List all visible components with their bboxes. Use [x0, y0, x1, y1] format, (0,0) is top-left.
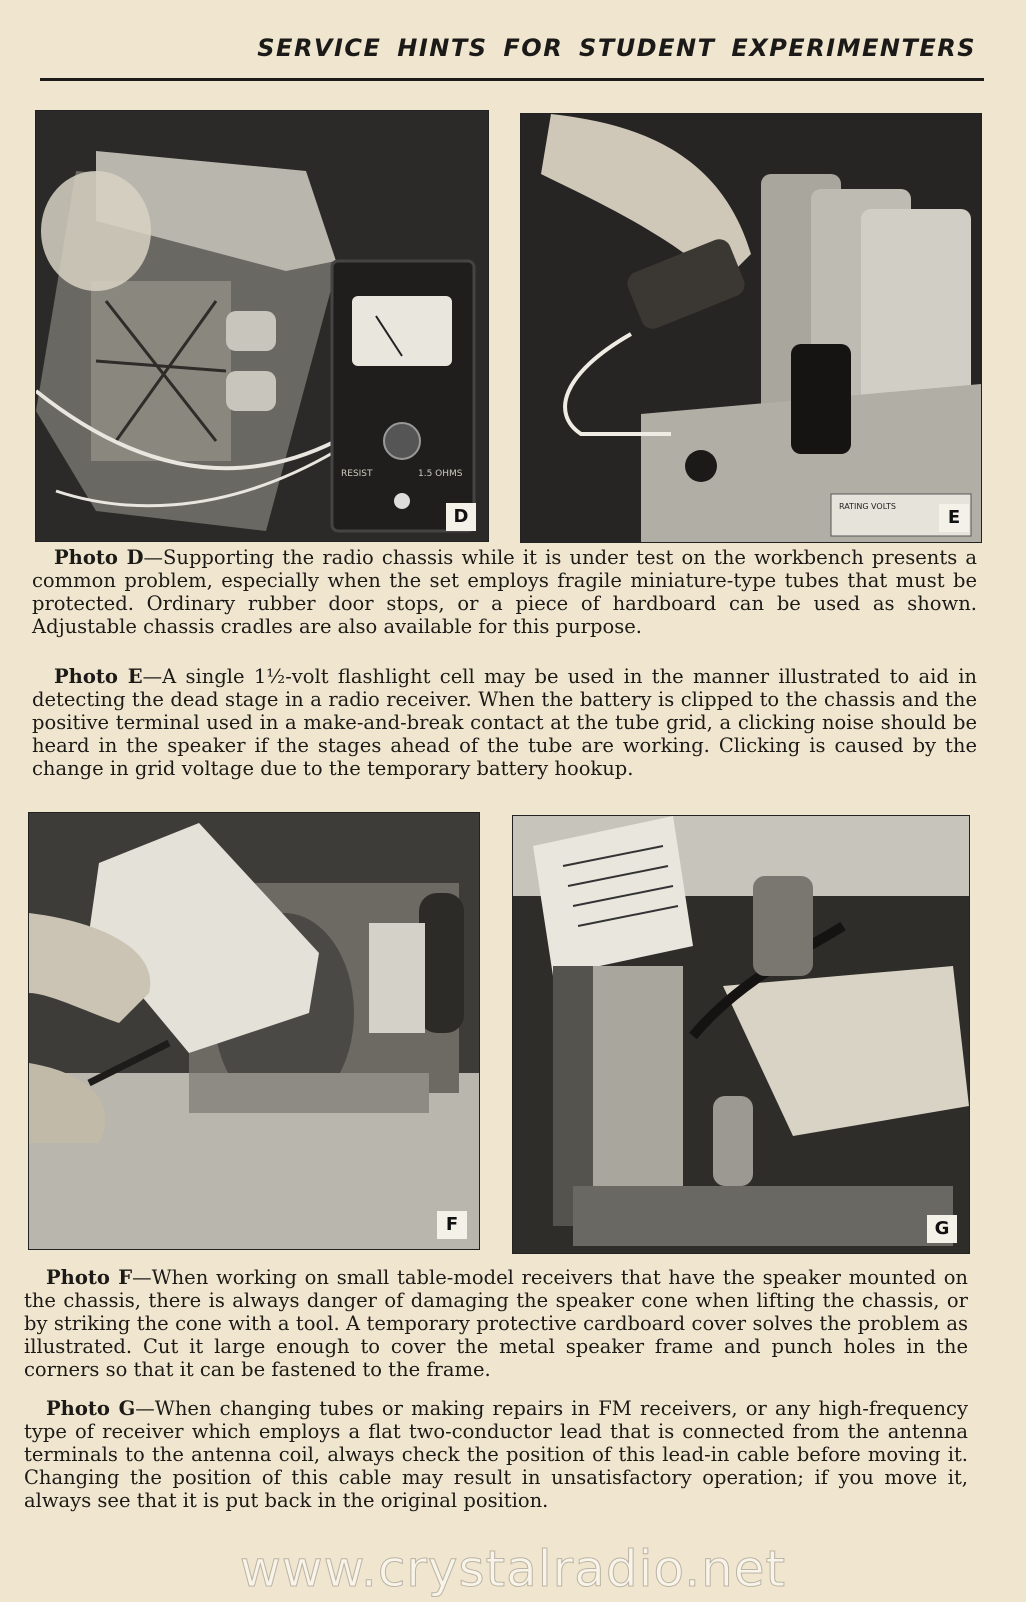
caption-photo-e: [32, 665, 977, 780]
photo-f-illustration: [29, 813, 479, 1249]
caption-f-lead: Photo F: [46, 1266, 133, 1289]
caption-g-lead: Photo G: [46, 1397, 136, 1420]
caption-g-text: —When changing tubes or making repairs in FM receivers, or any high-frequency type of receiver which employs a flat two-conductor lead that is connected from the antenna terminals to the antenna coil, always check the position of this lead-in cable before moving it. Changing the position of this cable may result in unsatisfactory operation; if you move it, always see that it is put back in the original position.: [24, 1397, 968, 1512]
photo-g-illustration: [513, 816, 969, 1253]
photo-d: [35, 110, 489, 542]
caption-e-lead: Photo E: [54, 665, 143, 688]
photo-g-letter: G: [927, 1215, 957, 1243]
caption-photo-g: [24, 1397, 968, 1512]
page-header: [40, 30, 984, 90]
page-title: SERVICE HINTS FOR STUDENT EXPERIMENTERS: [257, 34, 976, 62]
caption-e-text: —A single 1½-volt flashlight cell may be used in the manner illustrated to aid in detecting the dead stage in a radio receiver. When the battery is clipped to the chassis and the positive terminal used in a make-and-break contact at the tube grid, a clicking noise should be heard in the speaker if the stages ahead of the tube are working. Clicking is caused by the change in grid voltage due to the temporary battery hookup.: [32, 665, 977, 780]
photo-f: [28, 812, 480, 1250]
photo-d-illustration: [36, 111, 488, 541]
watermark: www.crystalradio.net: [239, 1540, 787, 1598]
caption-d-text: —Supporting the radio chassis while it is under test on the workbench presents a common problem, especially when the set employs fragile miniature-type tubes that must be protected. Ordinary rubber door stops, or a piece of hardboard can be used as shown. Adjustable chassis cradles are also available for this purpose.: [32, 546, 977, 638]
caption-f-text: —When working on small table-model receivers that have the speaker mounted on the chassis, there is always danger of damaging the speaker cone when lifting the chassis, or by striking the cone with a tool. A temporary protective cardboard cover solves the problem as illustrated. Cut it large enough to cover the metal speaker frame and punch holes in the corners so that it can be fastened to the frame.: [24, 1266, 968, 1381]
meter-label-right: 1.5 OHMS: [418, 469, 463, 479]
header-rule: [40, 78, 984, 81]
meter-label-left: RESIST: [341, 469, 373, 479]
caption-photo-d: [32, 546, 977, 638]
photo-e: [520, 113, 982, 543]
caption-photo-f: [24, 1266, 968, 1381]
caption-d-lead: Photo D: [54, 546, 144, 569]
photo-e-illustration: [521, 114, 981, 542]
photo-g: [512, 815, 970, 1254]
photo-e-plate-text: RATING VOLTS: [839, 502, 897, 511]
photo-e-letter: E: [939, 504, 969, 532]
photo-f-letter: F: [437, 1211, 467, 1239]
photo-d-letter: D: [446, 503, 476, 531]
